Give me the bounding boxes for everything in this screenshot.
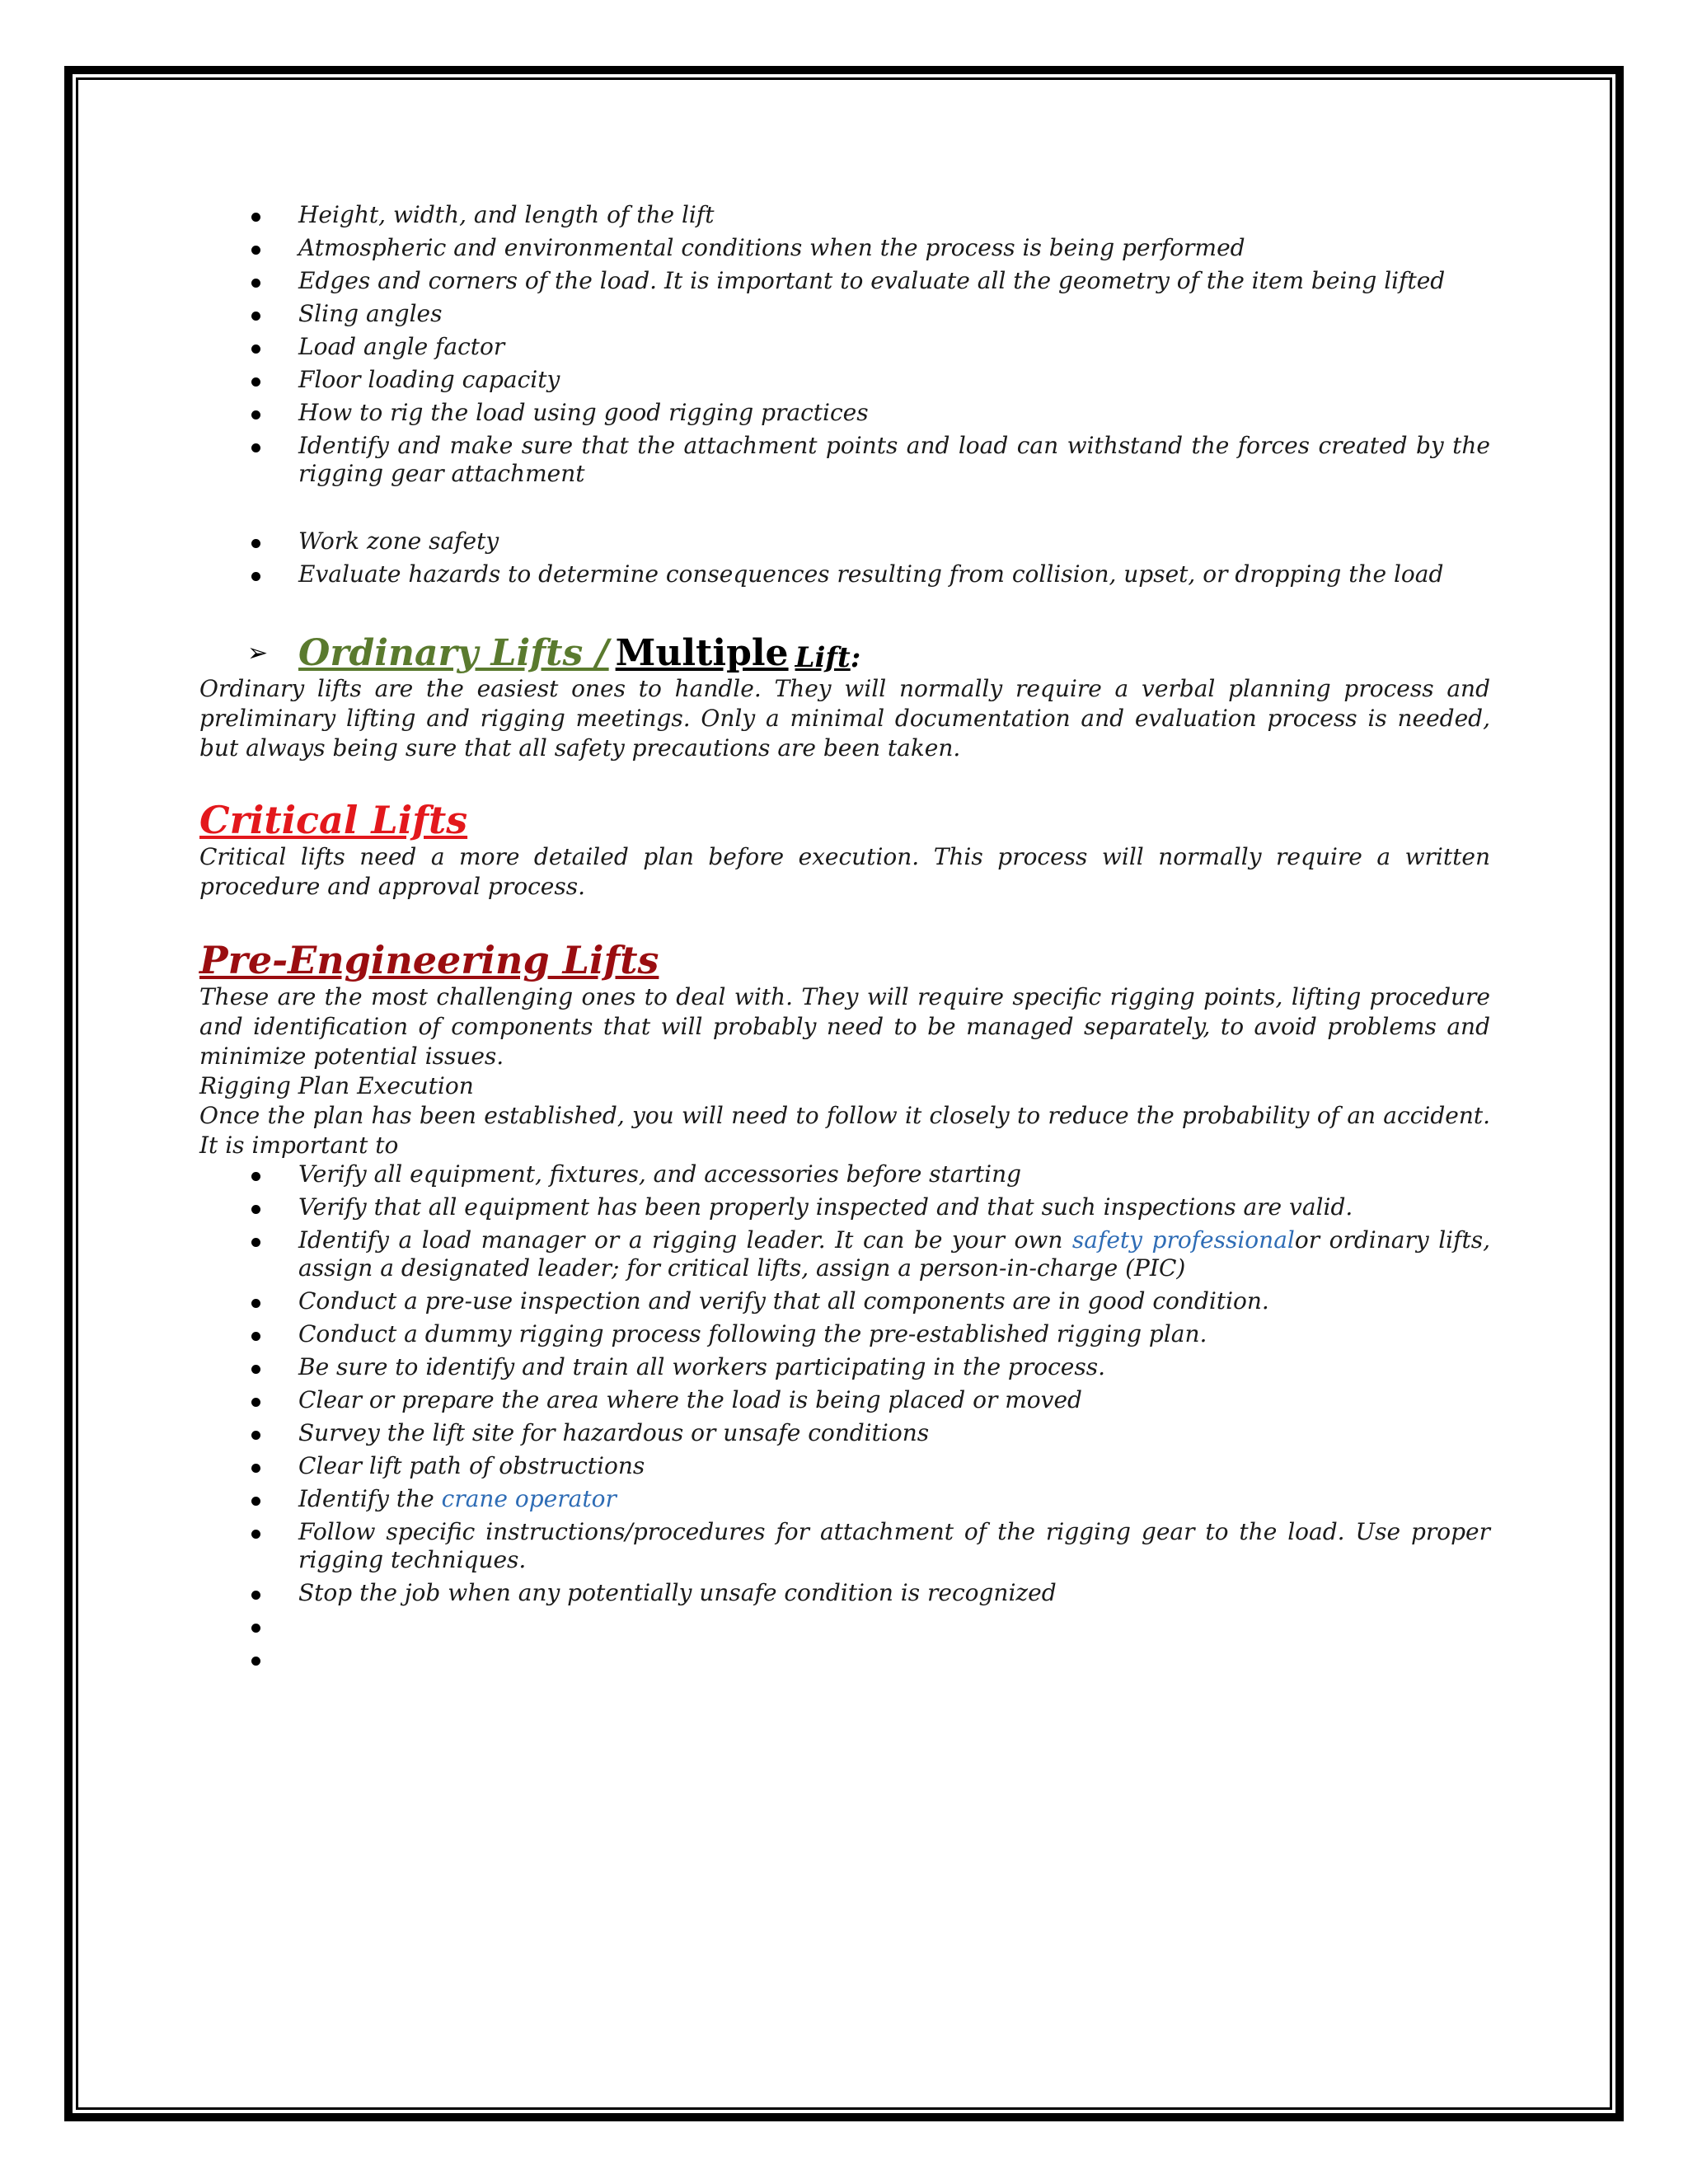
site-checklist — [199, 1386, 1490, 1673]
bullet-icon — [251, 1205, 260, 1214]
bullet-icon — [251, 1591, 260, 1600]
ordinary-lifts-heading: ➢ Ordinary Lifts / Multiple Lift : — [247, 632, 861, 674]
list-item: Height, width, and length of the lift — [199, 201, 1490, 229]
list-item: Work zone safety — [199, 527, 1490, 555]
bullet-icon — [251, 1431, 260, 1440]
bullet-icon — [251, 312, 260, 321]
bullet-icon — [251, 1657, 260, 1666]
bullet-icon — [251, 1365, 260, 1374]
list-item: Verify that all equipment has been properly inspected and that such inspections are valid. — [199, 1193, 1490, 1221]
list-item: Follow specific instructions/procedures for attachment of the rigging gear to the load. Use proper rigging techniques. — [199, 1518, 1490, 1574]
list-item: How to rig the load using good rigging practices — [199, 399, 1490, 427]
rigging-plan-subheading: Rigging Plan Execution — [199, 1072, 474, 1099]
list-item: Clear or prepare the area where the load is being placed or moved — [199, 1386, 1490, 1414]
spacer — [199, 493, 1490, 527]
bullet-icon — [251, 1172, 260, 1181]
bullet-icon — [251, 1464, 260, 1473]
bullet-icon — [251, 1238, 260, 1247]
list-item: Edges and corners of the load. It is important to evaluate all the geometry of the item being lifted — [199, 267, 1490, 295]
list-item: Sling angles — [199, 300, 1490, 328]
list-item: Atmospheric and environmental conditions when the process is being performed — [199, 234, 1490, 262]
list-item: Identify and make sure that the attachment points and load can withstand the forces created by the rigging gear attachment — [199, 432, 1490, 488]
bullet-icon — [251, 1530, 260, 1539]
empty-list-item — [199, 1645, 1490, 1673]
crane-operator-link[interactable]: crane operator — [441, 1485, 617, 1512]
list-item: Be sure to identify and train all workers participating in the process. — [199, 1353, 1490, 1381]
list-item: Conduct a dummy rigging process following the pre-established rigging plan. — [199, 1320, 1490, 1348]
bullet-icon — [251, 1299, 260, 1308]
critical-lifts-paragraph: Critical lifts need a more detailed plan before execution. This process will normally require a written procedure and approval process. — [199, 843, 1490, 900]
critical-lifts-heading: Critical Lifts — [199, 798, 468, 842]
document-body — [199, 201, 1490, 1678]
bullet-icon — [251, 1332, 260, 1341]
list-item: Evaluate hazards to determine consequences resulting from collision, upset, or dropping the load — [199, 560, 1490, 588]
ordinary-lifts-paragraph: Ordinary lifts are the easiest ones to handle. They will normally require a verbal planning process and preliminary lifting and rigging meetings. Only a minimal documentation and evaluation process is needed, but always being sure that all safety precautions are been taken. — [199, 675, 1490, 762]
list-item: Identify a load manager or a rigging leader. It can be your own safety professionalor ordinary lifts, assign a designated leader; for critical lifts, assign a person-in-charge (PIC) — [199, 1226, 1490, 1282]
bullet-icon — [251, 572, 260, 581]
bullet-icon — [251, 279, 260, 288]
bullet-icon — [251, 1398, 260, 1407]
list-item: Survey the lift site for hazardous or unsafe conditions — [199, 1419, 1490, 1447]
bullet-icon — [251, 1497, 260, 1506]
bullet-icon — [251, 539, 260, 548]
list-item: Verify all equipment, fixtures, and accessories before starting — [199, 1160, 1490, 1188]
pre-engineering-lifts-heading: Pre-Engineering Lifts — [199, 938, 659, 982]
list-item: Load angle factor — [199, 333, 1490, 361]
bullet-icon — [251, 1624, 260, 1633]
arrow-bullet-icon: ➢ — [247, 639, 269, 668]
bullet-icon — [251, 443, 260, 452]
list-item: Stop the job when any potentially unsafe condition is recognized — [199, 1579, 1490, 1607]
pre-engineering-paragraph: These are the most challenging ones to deal with. They will require specific rigging points, lifting procedure and identification of components that will probably need to be managed separately, to avoid problems and minimize potential issues. — [199, 983, 1490, 1070]
bullet-icon — [251, 213, 260, 222]
lift-factors-list — [199, 201, 1490, 488]
plan-execution-paragraph: Once the plan has been established, you will need to follow it closely to reduce the probability of an accident. It is important to — [199, 1102, 1490, 1159]
list-item: Identify the crane operator — [199, 1485, 1490, 1513]
bullet-icon — [251, 344, 260, 354]
safety-list — [199, 527, 1490, 588]
bullet-icon — [251, 410, 260, 419]
list-item: Clear lift path of obstructions — [199, 1452, 1490, 1480]
list-item: Floor loading capacity — [199, 366, 1490, 394]
list-item: Conduct a pre-use inspection and verify that all components are in good condition. — [199, 1287, 1490, 1315]
empty-list-item — [199, 1612, 1490, 1640]
safety-professional-link[interactable]: safety professional — [1071, 1226, 1295, 1254]
bullet-icon — [251, 377, 260, 387]
bullet-icon — [251, 246, 260, 255]
execution-checklist — [199, 1160, 1490, 1381]
